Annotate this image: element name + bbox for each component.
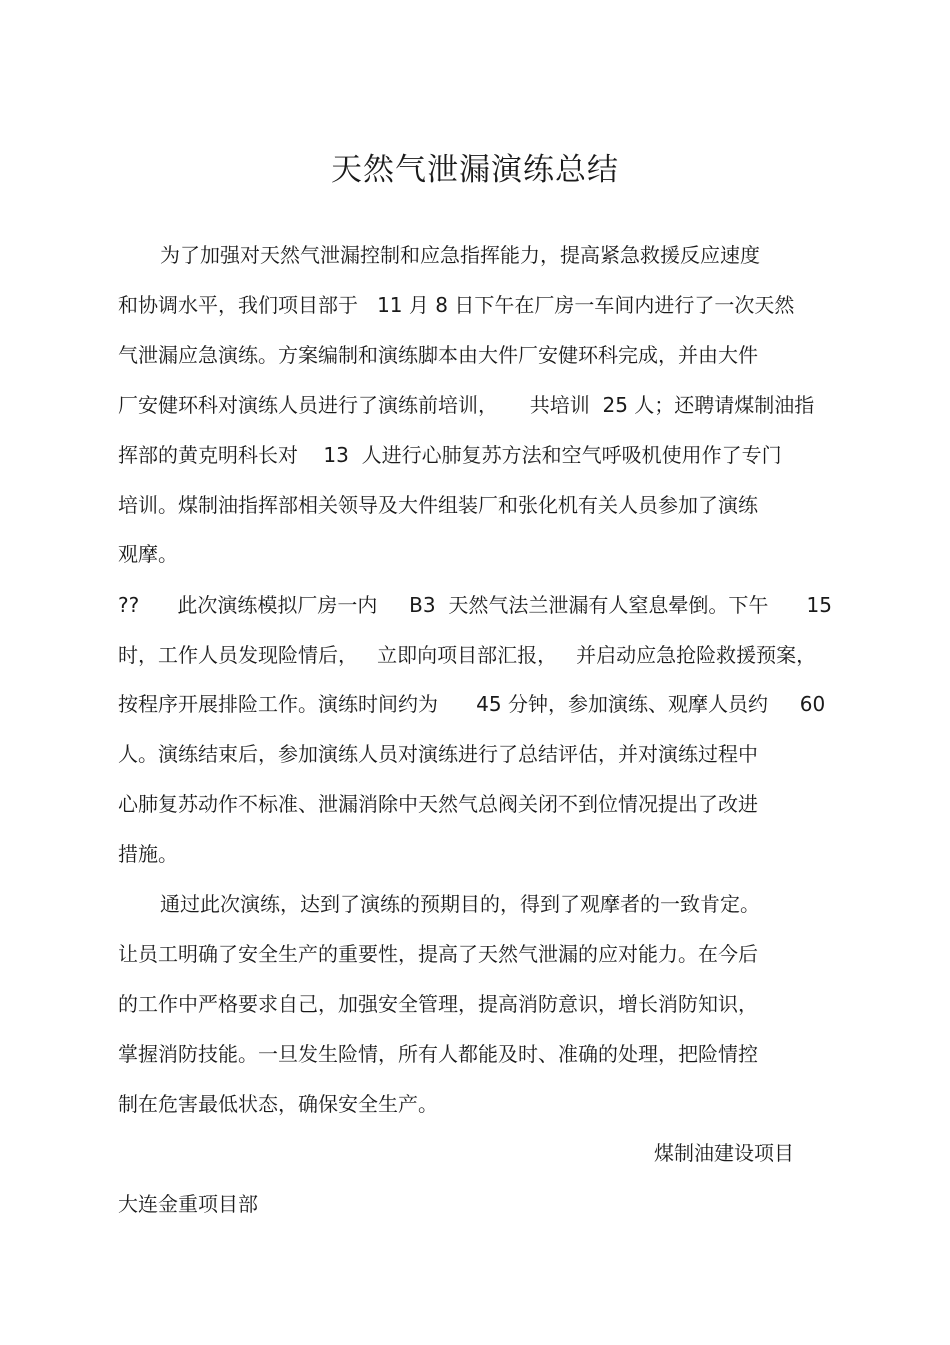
body-line-14: 通过此次演练，达到了演练的预期目的，得到了观摩者的一致肯定。 bbox=[160, 892, 760, 916]
body-line-9: 时，工作人员发现险情后， 立即向项目部汇报， 并启动应急抢险救援预案， bbox=[118, 643, 817, 667]
body-line-13: 措施。 bbox=[118, 842, 178, 866]
body-line-5: 挥部的黄克明科长对 13 人进行心肺复苏方法和空气呼吸机使用作了专门 bbox=[118, 443, 782, 467]
body-line-16: 的工作中严格要求自己，加强安全管理，提高消防意识，增长消防知识， bbox=[118, 992, 758, 1016]
body-line-11: 人。演练结束后，参加演练人员对演练进行了总结评估，并对演练过程中 bbox=[118, 742, 758, 766]
document-title: 天然气泄漏演练总结 bbox=[331, 152, 619, 188]
signature-project: 煤制油建设项目 bbox=[654, 1141, 794, 1165]
body-line-8: ?? 此次演练模拟厂房一内 B3 天然气法兰泄漏有人窒息晕倒。下午 15 bbox=[118, 593, 832, 617]
body-line-12: 心肺复苏动作不标准、泄漏消除中天然气总阀关闭不到位情况提出了改进 bbox=[118, 792, 758, 816]
body-line-1: 为了加强对天然气泄漏控制和应急指挥能力，提高紧急救援反应速度 bbox=[160, 243, 760, 267]
body-line-2: 和协调水平，我们项目部于 11 月 8 日下午在厂房一车间内进行了一次天然 bbox=[118, 293, 795, 317]
signature-department: 大连金重项目部 bbox=[118, 1192, 258, 1216]
body-line-3: 气泄漏应急演练。方案编制和演练脚本由大件厂安健环科完成，并由大件 bbox=[118, 343, 758, 367]
body-line-18: 制在危害最低状态，确保安全生产。 bbox=[118, 1092, 438, 1116]
body-line-6: 培训。煤制油指挥部相关领导及大件组装厂和张化机有关人员参加了演练 bbox=[118, 493, 758, 517]
body-line-17: 掌握消防技能。一旦发生险情，所有人都能及时、准确的处理，把险情控 bbox=[118, 1042, 758, 1066]
body-line-4: 厂安健环科对演练人员进行了演练前培训， 共培训 25 人；还聘请煤制油指 bbox=[118, 393, 815, 417]
body-line-7: 观摩。 bbox=[118, 542, 178, 566]
body-line-10: 按程序开展排险工作。演练时间约为 45 分钟，参加演练、观摩人员约 60 bbox=[118, 692, 826, 716]
body-line-15: 让员工明确了安全生产的重要性，提高了天然气泄漏的应对能力。在今后 bbox=[118, 942, 758, 966]
